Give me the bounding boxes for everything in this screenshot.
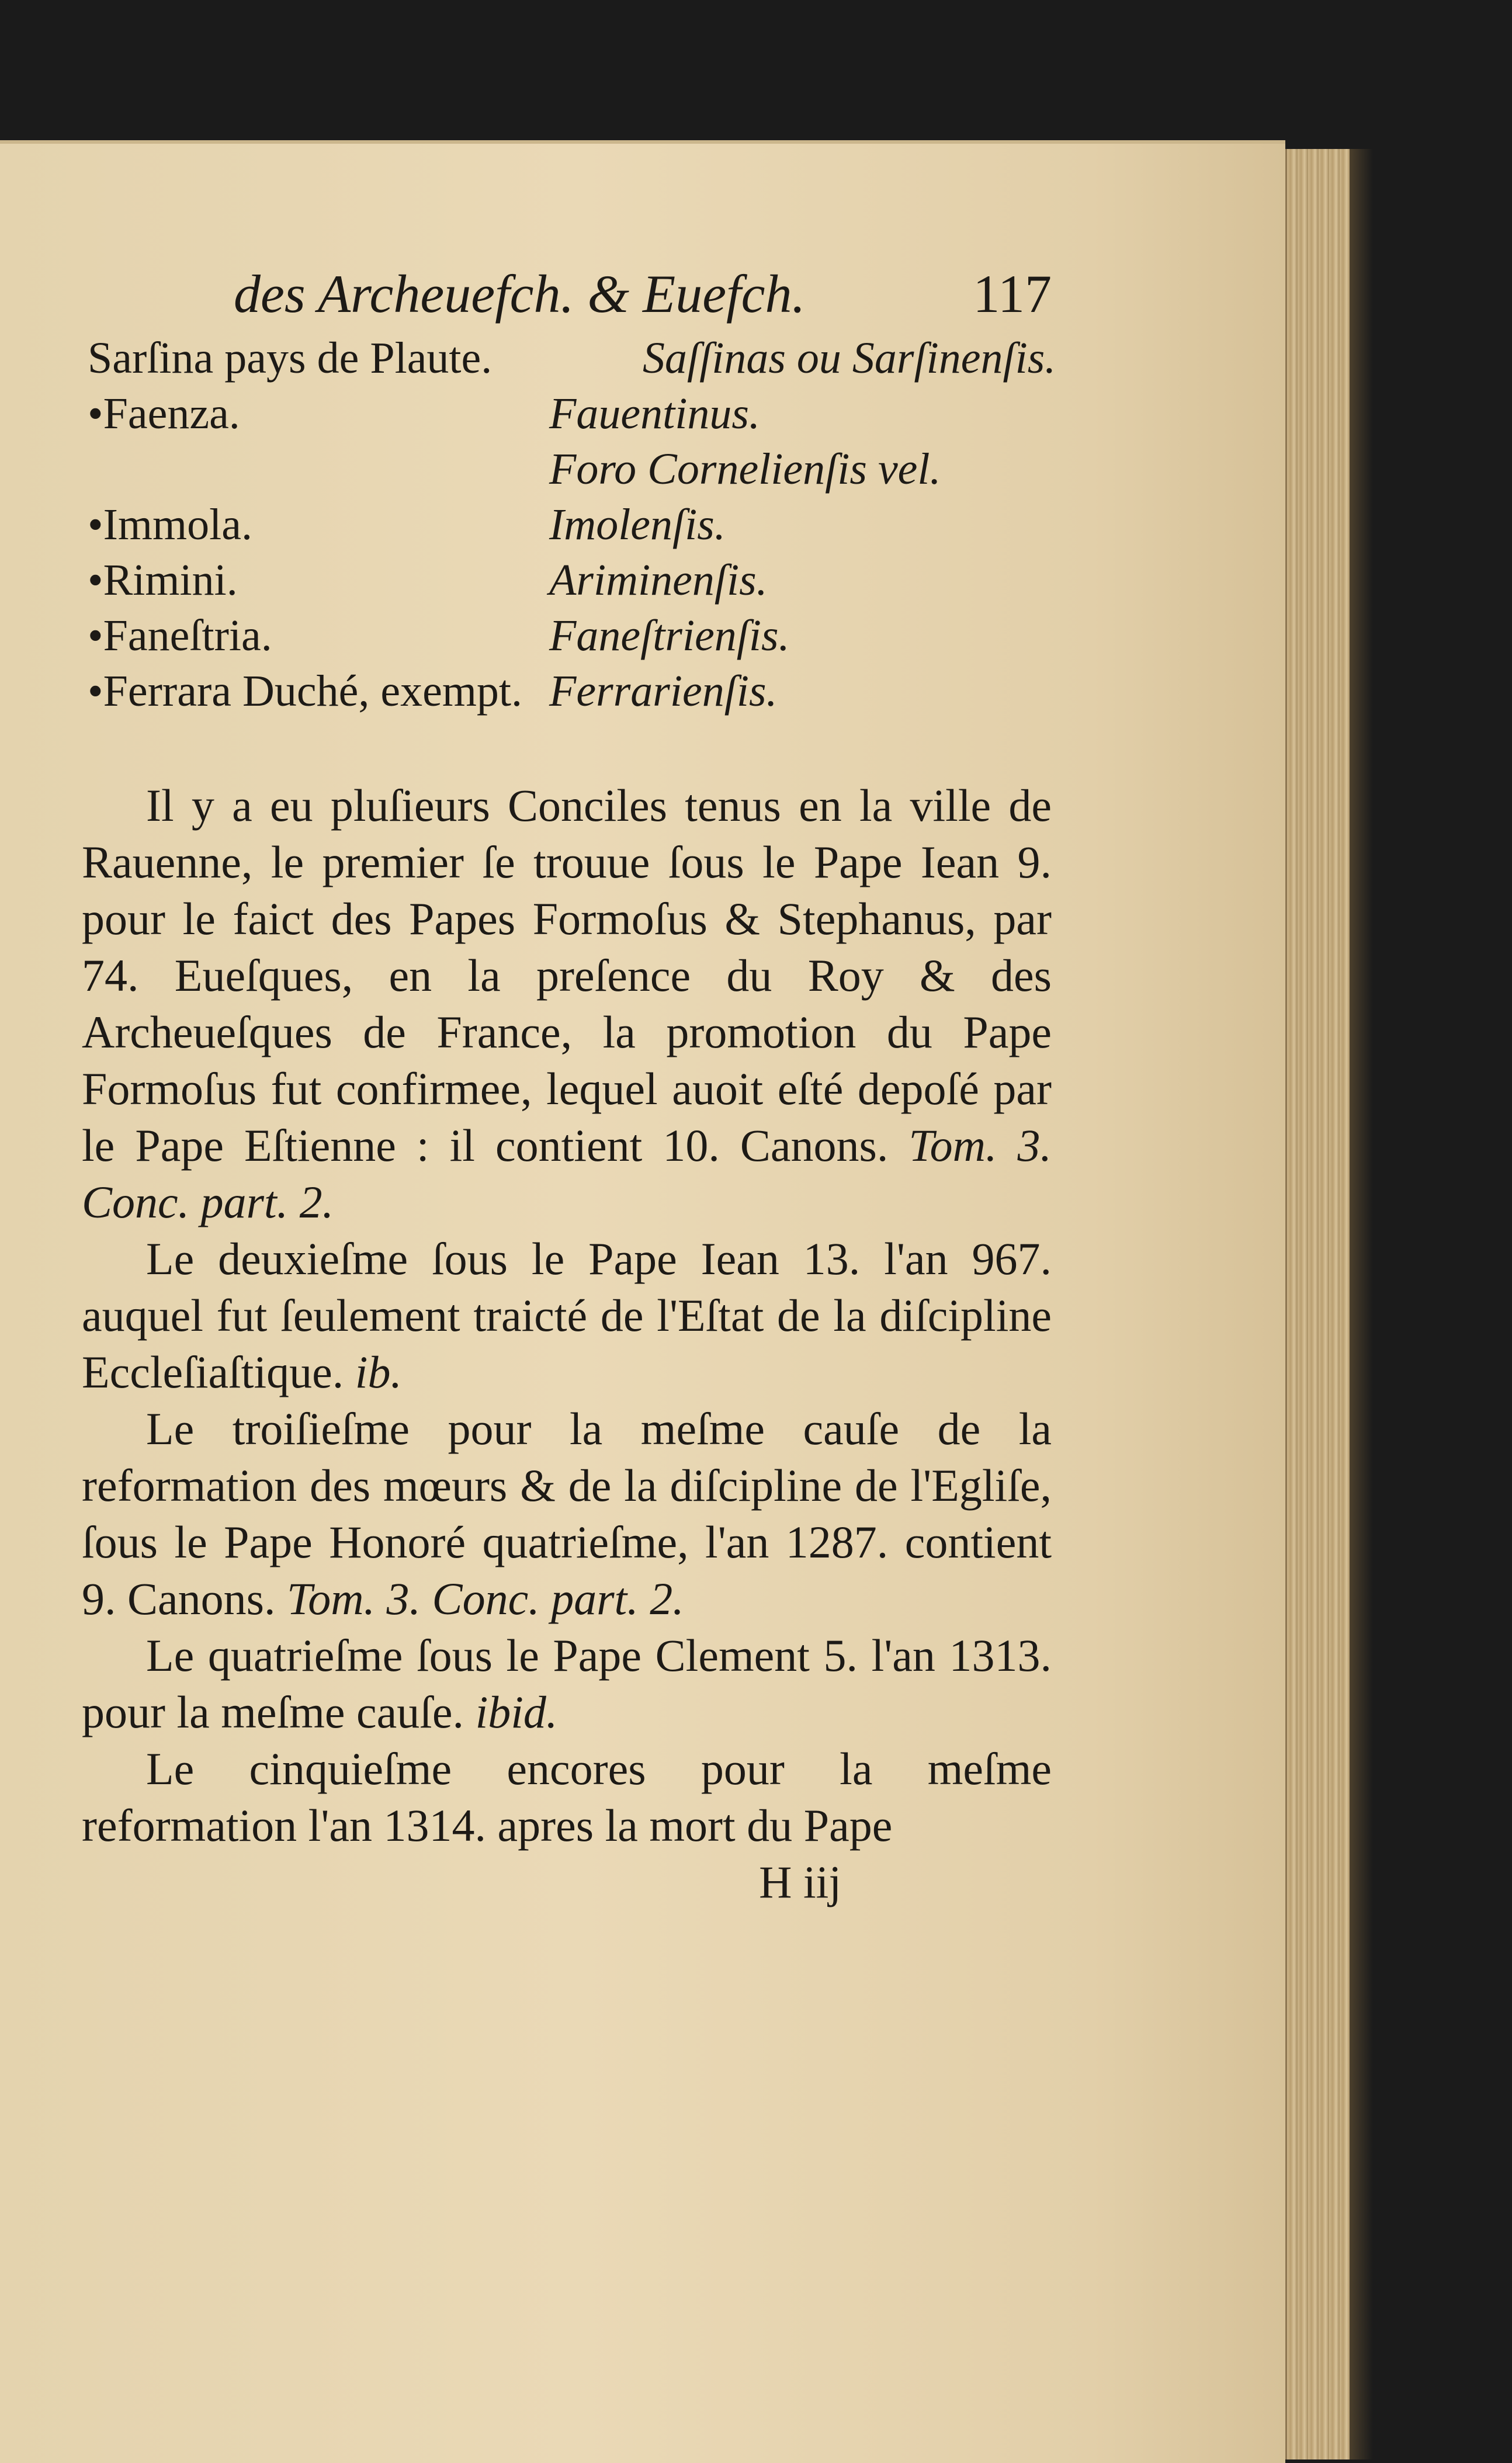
page-edges xyxy=(1285,149,1351,2459)
see-latin-name: Faneſtrienſis. xyxy=(549,611,790,660)
list-item xyxy=(82,499,1052,555)
list-item xyxy=(82,610,1052,666)
list-item xyxy=(82,666,1052,721)
signature-mark: H iij xyxy=(759,1857,841,1907)
see-place: •Rimini. xyxy=(88,556,238,605)
see-place: •Ferrara Duché, exempt. xyxy=(88,667,523,716)
paragraph xyxy=(82,1230,1052,1400)
paragraph-reference: Tom. 3. Conc. part. 2. xyxy=(287,1573,684,1624)
paragraph-reference: ib. xyxy=(355,1347,402,1397)
list-item xyxy=(82,333,1056,388)
paragraph-reference: ibid. xyxy=(475,1687,558,1737)
see-latin-name: Ferrarienſis. xyxy=(549,667,778,716)
see-latin-name: Foro Cornelienſis vel. xyxy=(549,445,941,494)
page-header xyxy=(82,251,1052,333)
see-place: •Immola. xyxy=(88,500,252,549)
paragraph-text: Le cinquieſme encores pour la meſme reformation l'an 1314. apres la mort du Pape xyxy=(82,1743,1052,1851)
paragraph xyxy=(82,777,1052,1230)
paragraph xyxy=(82,1740,1052,1854)
list-item xyxy=(82,444,1052,499)
paragraph xyxy=(82,1400,1052,1627)
page-edge-shadow xyxy=(1350,149,1373,2459)
paragraph xyxy=(82,1627,1052,1740)
page-text xyxy=(82,251,1056,1910)
paragraph-text: Le troiſieſme pour la meſme cauſe de la reformation des mœurs & de la diſcipline de l'Egliſe, ſous le Pape Honoré quatrieſme, l'an 1287. contient 9. Canons. xyxy=(82,1403,1052,1624)
running-title: des Archeuefch. & Euefch. xyxy=(234,264,806,324)
sees-list xyxy=(82,333,1056,777)
see-place: •Faneſtria. xyxy=(88,611,272,660)
see-place: Sarſina pays de Plaute. xyxy=(88,334,493,383)
paragraph-text: Il y a eu pluſieurs Conciles tenus en la ville de Rauenne, le premier ſe trouue ſous le Pape Iean 9. pour le faict des Papes Formoſus & Stephanus, par 74. Eueſques, en la preſence du Roy & des Archeueſques de France, la promotion du Pape Formoſus fut confirmee, lequel auoit eſté depoſé par le Pape Eſtienne : il contient 10. Canons. xyxy=(82,780,1052,1171)
list-item xyxy=(82,555,1052,610)
paragraph-text: Le deuxieſme ſous le Pape Iean 13. l'an 967. auquel fut ſeulement traicté de l'Eſtat de la diſcipline Eccleſiaſtique. xyxy=(82,1233,1052,1397)
list-item xyxy=(82,388,1052,444)
see-latin-name: Fauentinus. xyxy=(549,389,760,438)
see-latin-name: Saſſinas ou Sarſinenſis. xyxy=(643,334,1056,383)
see-latin-name: Imolenſis. xyxy=(549,500,726,549)
paragraph-reference: Tom. 3. Conc. part. 2. xyxy=(82,1120,1052,1227)
see-place: •Faenza. xyxy=(88,389,240,438)
page-number: 117 xyxy=(973,264,1052,324)
paragraph-text: Le quatrieſme ſous le Pape Clement 5. l'an 1313. pour la meſme cauſe. xyxy=(82,1630,1052,1737)
see-latin-name: Ariminenſis. xyxy=(549,556,768,605)
